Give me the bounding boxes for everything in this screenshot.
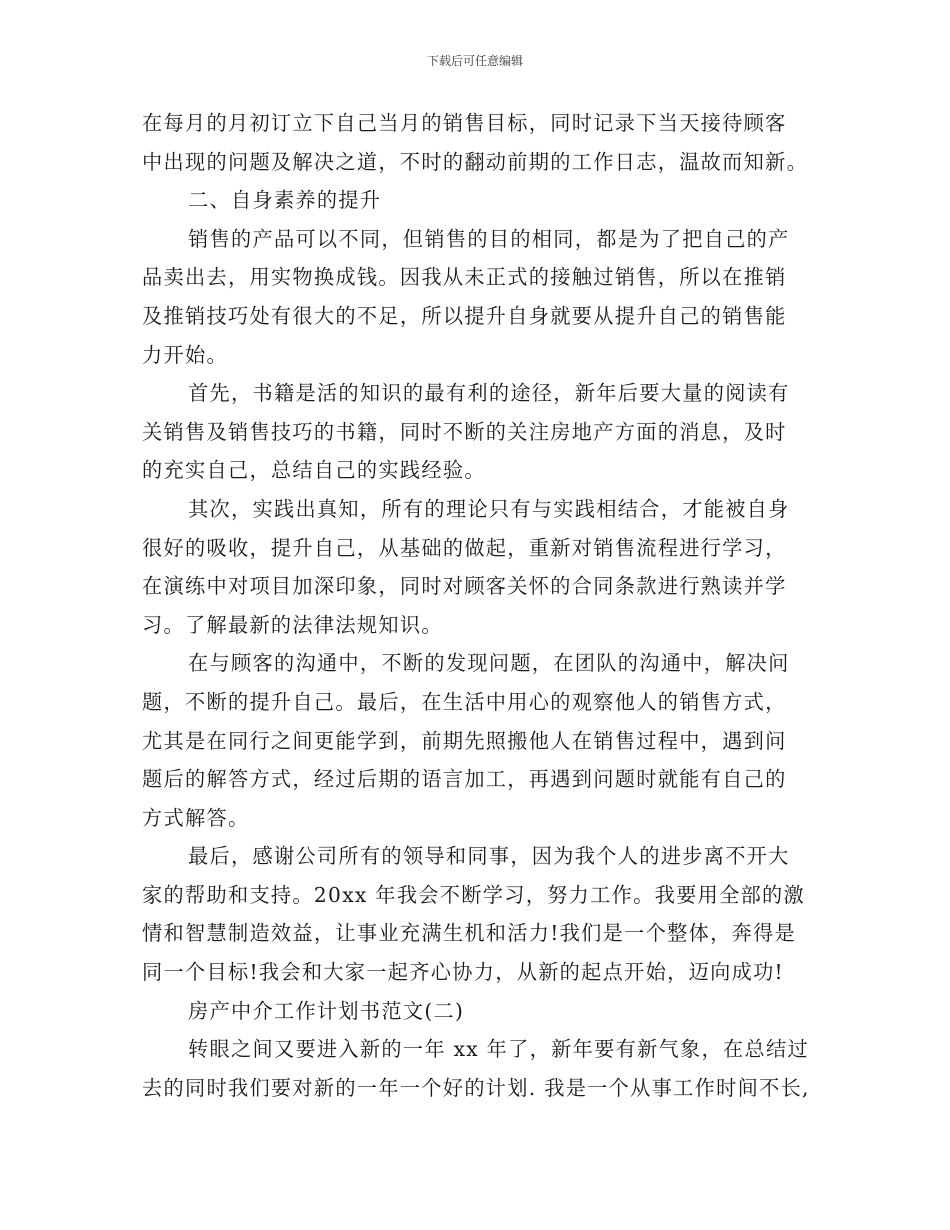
text-line: 的充实自己，总结自己的实践经验。 (142, 458, 486, 483)
text-line: 家的帮助和支持。20xx 年我会不断学习，努力工作。我要用全部的激 (142, 882, 806, 907)
text-line: 首先，书籍是活的知识的最有利的途径，新年后要大量的阅读有 (188, 381, 790, 406)
text-line: 最后，感谢公司所有的领导和同事，因为我个人的进步离不开大 (188, 844, 790, 869)
text-line: 题，不断的提升自己。最后，在生活中用心的观察他人的销售方式， (142, 689, 787, 714)
text-line: 很好的吸收，提升自己，从基础的做起，重新对销售流程进行学习， (142, 535, 787, 560)
document-body (142, 104, 812, 1107)
text-line: 题后的解答方式，经过后期的语言加工，再遇到问题时就能有自己的 (142, 767, 787, 792)
text-line: 中出现的问题及解决之道，不时的翻动前期的工作日志，温故而知新。 (142, 149, 809, 174)
text-line: 力开始。 (142, 342, 228, 367)
text-line: 同一个目标!我会和大家一起齐心协力，从新的起点开始，迈向成功! (142, 960, 784, 985)
text-line: 在每月的月初订立下自己当月的销售目标，同时记录下当天接待顾客 (142, 111, 787, 135)
text-line: 方式解答。 (142, 805, 250, 830)
text-line: 及推销技巧处有很大的不足，所以提升自身就要从提升自己的销售能 (142, 303, 787, 328)
page-header: 下载后可任意编辑 (426, 54, 523, 68)
text-line: 其次，实践出真知，所有的理论只有与实践相结合，才能被自身 (188, 496, 790, 521)
text-line: 情和智慧制造效益，让事业充满生机和活力!我们是一个整体，奔得是 (142, 921, 797, 946)
section-heading: 房产中介工作计划书范文(二) (188, 998, 465, 1023)
text-line: 去的同时我们要对新的一年一个好的计划. 我是一个从事工作时间不长, (142, 1075, 810, 1100)
text-line: 尤其是在同行之间更能学到，前期先照搬他人在销售过程中，遇到问 (142, 728, 787, 753)
text-line: 习。了解最新的法律法规知识。 (142, 612, 443, 637)
section-heading: 二、自身素养的提升 (188, 188, 382, 213)
text-line: 转眼之间又要进入新的一年 xx 年了，新年要有新气象，在总结过 (188, 1037, 809, 1062)
text-line: 关销售及销售技巧的书籍，同时不断的关注房地产方面的消息，及时 (142, 419, 787, 444)
text-line: 在与顾客的沟通中，不断的发现问题，在团队的沟通中，解决问 (188, 651, 790, 676)
text-line: 在演练中对项目加深印象，同时对顾客关怀的合同条款进行熟读并学 (142, 574, 787, 599)
text-line: 销售的产品可以不同，但销售的目的相同，都是为了把自己的产 (188, 226, 790, 251)
text-line: 品卖出去，用实物换成钱。因我从未正式的接触过销售，所以在推销 (142, 265, 787, 290)
